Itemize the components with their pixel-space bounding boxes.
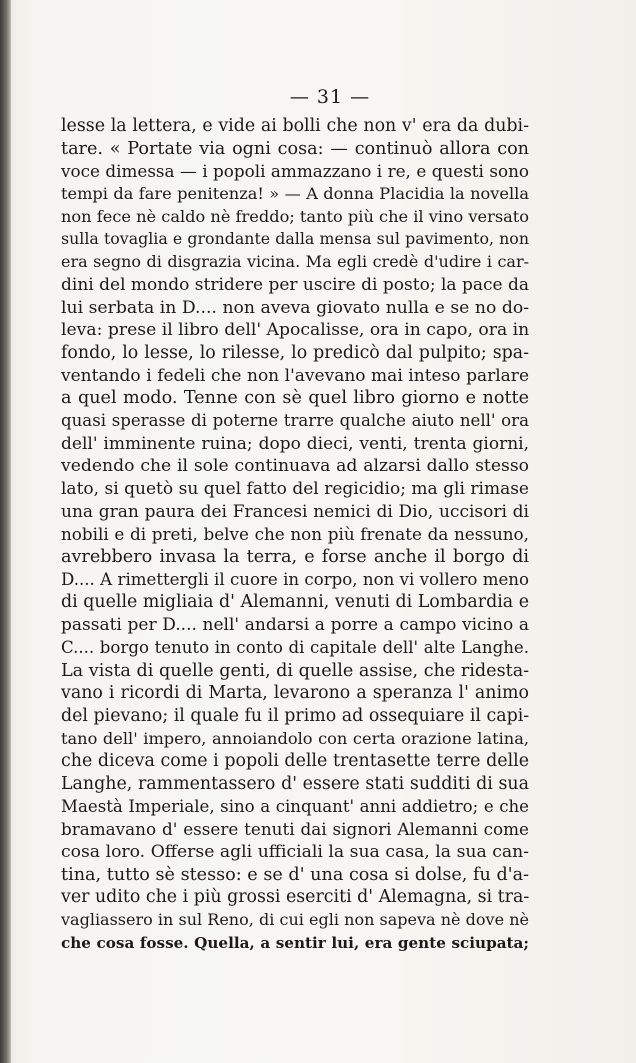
text-line: tare. « Portate via ogni cosa: — continuò allora con <box>61 138 529 159</box>
text-line: cosa loro. Offerse agli ufficiali la sua casa, la sua can- <box>61 842 529 862</box>
text-line: lato, si quetò su quel fatto del regicidio; ma gli rimase <box>61 479 529 499</box>
text-line: avrebbero invasa la terra, e forse anche il borgo di <box>61 547 529 568</box>
text-line: che cosa fosse. Quella, a sentir lui, era gente sciupata; <box>61 933 529 952</box>
text-line: La vista di quelle genti, di quelle assise, che ridesta- <box>61 660 530 681</box>
text-line: del pievano; il quale fu il primo ad ossequiare il capi- <box>61 705 530 726</box>
text-line: vagliassero in sul Reno, di cui egli non sapeva nè dove nè <box>61 910 529 930</box>
text-line: lesse la lettera, e vide ai bolli che non v' era da dubi- <box>61 116 529 136</box>
text-line: bramavano d' essere tenuti dai signori Alemanni come <box>61 819 529 840</box>
text-line: non fece nè caldo nè freddo; tanto più che il vino versato <box>61 206 530 226</box>
text-line: fondo, lo lesse, lo rilesse, lo predicò dal pulpito; spa- <box>61 342 529 363</box>
page-binding-edge <box>0 0 11 1063</box>
text-line: di quelle migliaia d' Alemanni, venuti di Lombardia e <box>61 592 529 613</box>
text-line: a quel modo. Tenne con sè quel libro giorno e notte <box>61 388 529 409</box>
text-line: D.... A rimettergli il cuore in corpo, non vi vollero meno <box>61 569 529 589</box>
text-line: tempi da fare penitenza! » — A donna Placidia la novella <box>61 184 529 204</box>
text-line: tano dell' impero, annoiandolo con certa orazione latina, <box>61 728 529 748</box>
text-line: leva: prese il libro dell' Apocalisse, ora in capo, ora in <box>61 320 530 341</box>
text-line: una gran paura dei Francesi nemici di Dio, uccisori di <box>61 501 529 522</box>
text-line: C.... borgo tenuto in conto di capitale dell' alte Langhe. <box>61 637 529 657</box>
text-line: nobili e di preti, belve che non più frenate da nessuno, <box>61 524 529 545</box>
text-line: lui serbata in D.... non aveva giovato nulla e se no do- <box>61 297 529 318</box>
text-line: Langhe, rammentassero d' essere stati sudditi di sua <box>61 773 529 794</box>
text-line: ventando i fedeli che non l'avevano mai inteso parlare <box>61 365 529 386</box>
text-line: che diceva come i popoli delle trentasette terre delle <box>61 751 529 772</box>
text-line: passati per D.... nell' andarsi a porre a campo vicino a <box>61 615 529 636</box>
text-line: vedendo che il sole continuava ad alzarsi dallo stesso <box>61 456 529 477</box>
text-line: era segno di disgrazia vicina. Ma egli credè d'udire i car- <box>61 252 529 272</box>
text-line: dini del mondo stridere per uscire di posto; la pace da <box>61 274 529 295</box>
text-line: sulla tovaglia e grondante dalla mensa sul pavimento, non <box>61 229 529 249</box>
page-number: — 31 — <box>289 86 371 108</box>
body-text <box>61 115 529 954</box>
text-line: Maestà Imperiale, sino a cinquant' anni addietro; e che <box>61 796 529 816</box>
text-line: ver udito che i più grossi eserciti d' Alemagna, si tra- <box>61 887 530 908</box>
text-line: tina, tutto sè stesso: e se d' una cosa si dolse, fu d'a- <box>61 864 529 885</box>
text-line: quasi sperasse di poterne trarre qualche aiuto nell' ora <box>61 410 529 430</box>
text-line: dell' imminente ruina; dopo dieci, venti, trenta giorni, <box>61 433 529 454</box>
text-line: voce dimessa — i popoli ammazzano i re, e questi sono <box>61 161 529 182</box>
text-line: vano i ricordi di Marta, levarono a speranza l' animo <box>61 683 529 704</box>
